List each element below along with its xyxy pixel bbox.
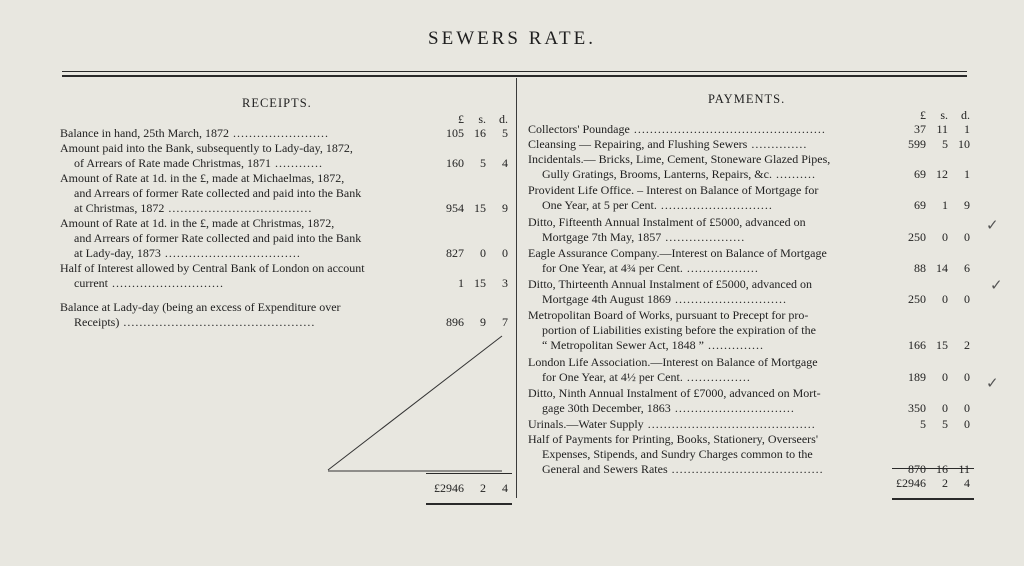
currency-unit-label: £ (920, 108, 926, 122)
entry-line: Balance in hand, 25th March, 1872 ........................ (60, 126, 329, 140)
leader-dots: ................................................ (629, 122, 826, 136)
leader-dots: ................................................ (119, 315, 316, 329)
pence-value: 1 (964, 122, 970, 136)
entry-description (60, 126, 435, 141)
pounds-value: 870 (908, 462, 926, 476)
pounds-value: 599 (908, 137, 926, 151)
ledger-entry (528, 432, 908, 477)
entry-line: Cleansing — Repairing, and Flushing Sewers .............. (528, 137, 808, 151)
pounds-value: 5 (920, 417, 926, 431)
entry-amount (430, 315, 508, 330)
ledger-entry (528, 308, 908, 353)
shillings-value: 0 (942, 401, 948, 415)
pounds-value: 350 (908, 401, 926, 415)
pounds-value: 160 (446, 156, 464, 170)
pounds-value: 69 (914, 167, 926, 181)
entry-line: current ............................ (74, 276, 224, 290)
shillings-value: 11 (936, 122, 948, 136)
ledger-entry (60, 171, 435, 216)
entry-description (60, 216, 435, 261)
entry-line: gage 30th December, 1863 .............................. (542, 401, 795, 415)
ledger-entry (528, 122, 908, 137)
currency-unit-label: d. (499, 112, 508, 126)
leader-dots: ............................ (107, 276, 224, 290)
pence-value: 2 (964, 338, 970, 352)
entry-line: Receipts) ................................................ (74, 315, 316, 329)
entry-line: One Year, at 5 per Cent. ............................ (542, 198, 773, 212)
pence-value: 0 (964, 370, 970, 384)
pounds-value: 69 (914, 198, 926, 212)
pence-value: 1 (964, 167, 970, 181)
pounds-value: 105 (446, 126, 464, 140)
shillings-value: 0 (942, 370, 948, 384)
entry-amount (896, 137, 970, 152)
entry-line: General and Sewers Rates ...................................... (542, 462, 824, 476)
entry-line: Ditto, Fifteenth Annual Instalment of £5000, advanced on (528, 215, 806, 229)
shillings-value: 16 (474, 126, 486, 140)
leader-dots: .................. (682, 261, 759, 275)
check-mark-icon: ✓ (990, 276, 1003, 294)
entry-amount (430, 201, 508, 216)
pence-value: 10 (958, 137, 970, 151)
leader-dots: ............ (270, 156, 323, 170)
leader-dots: ................ (682, 370, 751, 384)
ledger-entry (60, 216, 435, 261)
leader-dots: .............. (747, 137, 808, 151)
pence-value: 0 (964, 292, 970, 306)
ledger-entry (528, 277, 908, 307)
shillings-value: 16 (936, 462, 948, 476)
ledger-entry (60, 126, 435, 141)
entry-line: London Life Association.—Interest on Balance of Mortgage (528, 355, 818, 369)
total-pence: 4 (964, 476, 970, 490)
currency-heading (896, 108, 970, 123)
total-rule (892, 468, 974, 469)
entry-amount (896, 122, 970, 137)
entry-amount (896, 370, 970, 385)
ledger-entry (528, 183, 908, 213)
entry-amount (430, 156, 508, 171)
shillings-value: 14 (936, 261, 948, 275)
pence-value: 11 (958, 462, 970, 476)
entry-description (528, 386, 908, 416)
entry-amount (896, 230, 970, 245)
ledger-entry (528, 355, 908, 385)
total-pounds: £2946 (896, 476, 926, 490)
leader-dots: .......... (771, 167, 816, 181)
ledger-entry (528, 246, 908, 276)
pence-value: 9 (964, 198, 970, 212)
entry-line: and Arrears of former Rate collected and paid into the Bank (74, 231, 362, 245)
entry-description (60, 171, 435, 216)
ledger-entry (528, 417, 908, 432)
entry-line: Metropolitan Board of Works, pursuant to Precept for pro- (528, 308, 809, 322)
entry-description (60, 300, 435, 330)
entry-line: Provident Life Office. – Interest on Balance of Mortgage for (528, 183, 819, 197)
header-rule (62, 71, 967, 72)
leader-dots: .................................. (160, 246, 301, 260)
entry-line: of Arrears of Rate made Christmas, 1871 ............ (74, 156, 323, 170)
ledger-entry (528, 386, 908, 416)
leader-dots: ...................................... (667, 462, 824, 476)
check-mark-icon: ✓ (986, 374, 999, 392)
entry-amount (896, 462, 970, 477)
entry-amount (430, 276, 508, 291)
entry-amount (896, 198, 970, 213)
pence-value: 7 (502, 315, 508, 329)
pounds-value: 250 (908, 292, 926, 306)
entry-amount (896, 292, 970, 307)
shillings-value: 0 (480, 246, 486, 260)
total-rule-double (426, 503, 512, 505)
entry-description (528, 417, 908, 432)
entry-line: Amount of Rate at 1d. in the £, made at Michaelmas, 1872, (60, 171, 345, 185)
entry-description (528, 122, 908, 137)
entry-amount (896, 401, 970, 416)
pence-value: 0 (964, 230, 970, 244)
payments-heading: PAYMENTS. (708, 92, 786, 106)
check-mark-icon: ✓ (986, 216, 999, 234)
total-pence: 4 (502, 481, 508, 495)
entry-description (528, 277, 908, 307)
shillings-value: 5 (942, 417, 948, 431)
total-rule-double (892, 498, 974, 500)
total-rule (426, 473, 512, 474)
entry-line: Gully Gratings, Brooms, Lanterns, Repairs, &c. .......... (542, 167, 816, 181)
shillings-value: 9 (480, 315, 486, 329)
ledger-entry (60, 261, 435, 291)
entry-line: for One Year, at 4½ per Cent. ................ (542, 370, 751, 384)
entry-line: Amount paid into the Bank, subsequently to Lady-day, 1872, (60, 141, 353, 155)
shillings-value: 5 (480, 156, 486, 170)
entry-line: “ Metropolitan Sewer Act, 1848 ” .............. (542, 338, 764, 352)
currency-heading (430, 112, 508, 127)
entry-line: Mortgage 7th May, 1857 .................... (542, 230, 746, 244)
pounds-value: 250 (908, 230, 926, 244)
entry-description (528, 355, 908, 385)
entry-line: portion of Liabilities existing before the expiration of the (542, 323, 816, 337)
entry-amount (430, 246, 508, 261)
pounds-value: 88 (914, 261, 926, 275)
total-amount (430, 481, 508, 496)
entry-amount (896, 261, 970, 276)
entry-amount (896, 338, 970, 353)
shillings-value: 12 (936, 167, 948, 181)
leader-dots: .............. (703, 338, 764, 352)
entry-line: Half of Interest allowed by Central Bank of London on account (60, 261, 365, 275)
entry-line: Balance at Lady-day (being an excess of Expenditure over (60, 300, 341, 314)
entry-description (528, 308, 908, 353)
entry-line: Half of Payments for Printing, Books, Stationery, Overseers' (528, 432, 819, 446)
pence-value: 4 (502, 156, 508, 170)
entry-description (60, 141, 435, 171)
total-pounds: £2946 (434, 481, 464, 495)
leader-dots: ............................ (671, 292, 787, 306)
entry-line: at Lady-day, 1873 .................................. (74, 246, 301, 260)
shillings-value: 1 (942, 198, 948, 212)
total-shillings: 2 (942, 476, 948, 490)
pence-value: 0 (964, 417, 970, 431)
entry-line: for One Year, at 4¾ per Cent. .................. (542, 261, 759, 275)
entry-line: and Arrears of former Rate collected and paid into the Bank (74, 186, 362, 200)
entry-description (528, 215, 908, 245)
entry-amount (896, 417, 970, 432)
entry-line: Incidentals.— Bricks, Lime, Cement, Stoneware Glazed Pipes, (528, 152, 831, 166)
currency-unit-label: s. (940, 108, 948, 122)
total-amount (896, 476, 970, 491)
shillings-value: 15 (936, 338, 948, 352)
pounds-value: 896 (446, 315, 464, 329)
ledger-entry (528, 137, 908, 152)
ledger-entry (60, 300, 435, 330)
leader-dots: .................... (661, 230, 746, 244)
header-rule-thick (62, 75, 967, 77)
entry-description (528, 183, 908, 213)
shillings-value: 5 (942, 137, 948, 151)
receipts-heading: RECEIPTS. (242, 96, 312, 110)
entry-line: Amount of Rate at 1d. in the £, made at Christmas, 1872, (60, 216, 335, 230)
shillings-value: 15 (474, 201, 486, 215)
pence-value: 0 (502, 246, 508, 260)
ledger-entry (60, 141, 435, 171)
total-shillings: 2 (480, 481, 486, 495)
entry-amount (896, 167, 970, 182)
pounds-value: 37 (914, 122, 926, 136)
shillings-value: 0 (942, 292, 948, 306)
leader-dots: .......................................... (643, 417, 816, 431)
entry-line: Urinals.—Water Supply .......................................... (528, 417, 816, 431)
pence-value: 3 (502, 276, 508, 290)
pounds-value: 827 (446, 246, 464, 260)
entry-line: Mortgage 4th August 1869 ............................ (542, 292, 787, 306)
entry-description (60, 261, 435, 291)
pounds-value: 189 (908, 370, 926, 384)
pence-value: 0 (964, 401, 970, 415)
entry-amount (430, 126, 508, 141)
entry-line: Ditto, Ninth Annual Instalment of £7000, advanced on Mort- (528, 386, 821, 400)
shillings-value: 15 (474, 276, 486, 290)
leader-dots: ............................ (656, 198, 773, 212)
entry-description (528, 246, 908, 276)
entry-description (528, 137, 908, 152)
entry-line: Collectors' Poundage ................................................ (528, 122, 826, 136)
cancellation-diagonal (326, 334, 506, 474)
entry-description (528, 432, 908, 477)
ledger-entry (528, 215, 908, 245)
entry-line: Expenses, Stipends, and Sundry Charges common to the (542, 447, 813, 461)
leader-dots: ........................ (228, 126, 329, 140)
pence-value: 5 (502, 126, 508, 140)
ledger-entry (528, 152, 908, 182)
pounds-value: 954 (446, 201, 464, 215)
pence-value: 6 (964, 261, 970, 275)
entry-description (528, 152, 908, 182)
shillings-value: 0 (942, 230, 948, 244)
pence-value: 9 (502, 201, 508, 215)
currency-unit-label: d. (961, 108, 970, 122)
leader-dots: .................................... (164, 201, 313, 215)
entry-line: at Christmas, 1872 .................................... (74, 201, 313, 215)
entry-line: Eagle Assurance Company.—Interest on Balance of Mortgage (528, 246, 827, 260)
pounds-value: 166 (908, 338, 926, 352)
page-title: SEWERS RATE. (428, 28, 596, 49)
column-divider (516, 78, 517, 498)
currency-unit-label: £ (458, 112, 464, 126)
pounds-value: 1 (458, 276, 464, 290)
entry-line: Ditto, Thirteenth Annual Instalment of £5000, advanced on (528, 277, 813, 291)
currency-unit-label: s. (478, 112, 486, 126)
leader-dots: .............................. (670, 401, 795, 415)
